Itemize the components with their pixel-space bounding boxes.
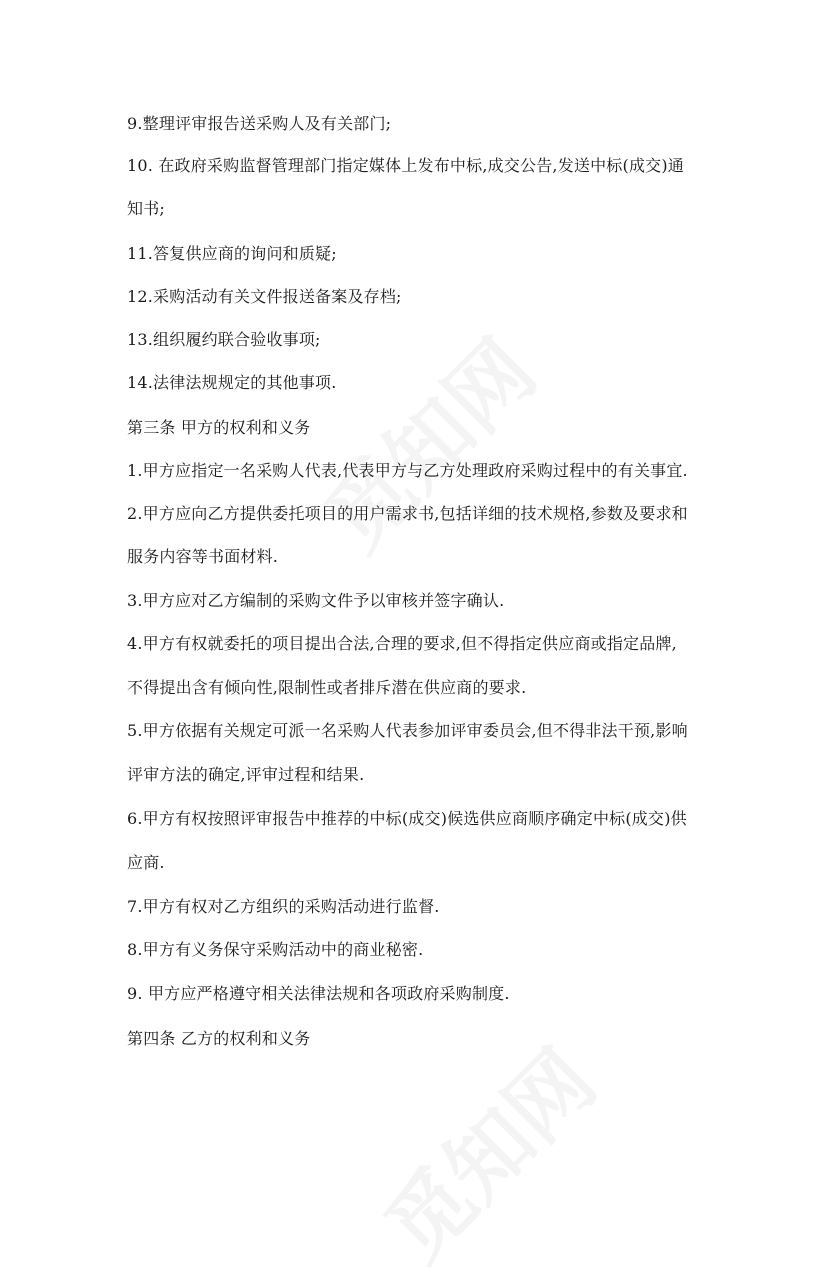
- list-item: 12.采购活动有关文件报送备案及存档;: [127, 287, 402, 306]
- list-item: 7.甲方有权对乙方组织的采购活动进行监督.: [127, 897, 440, 916]
- list-item: 10. 在政府采购监督管理部门指定媒体上发布中标,成交公告,发送中标(成交)通: [127, 156, 684, 175]
- section-heading: 第三条 甲方的权利和义务: [127, 418, 311, 437]
- list-item: 8.甲方有义务保守采购活动中的商业秘密.: [127, 940, 424, 959]
- list-item: 4.甲方有权就委托的项目提出合法,合理的要求,但不得指定供应商或指定品牌,: [127, 634, 677, 653]
- list-item: 9. 甲方应严格遵守相关法律法规和各项政府采购制度.: [127, 984, 510, 1003]
- list-item: 13.组织履约联合验收事项;: [127, 330, 321, 349]
- list-item: 服务内容等书面材料.: [127, 547, 279, 566]
- list-item: 评审方法的确定,评审过程和结果.: [127, 765, 365, 784]
- list-item: 11.答复供应商的询问和质疑;: [127, 244, 337, 263]
- list-item: 知书;: [127, 199, 165, 218]
- list-item: 不得提出含有倾向性,限制性或者排斥潜在供应商的要求.: [127, 678, 527, 697]
- list-item: 2.甲方应向乙方提供委托项目的用户需求书,包括详细的技术规格,参数及要求和: [127, 504, 688, 523]
- watermark: [354, 1019, 618, 1282]
- list-item: 5.甲方依据有关规定可派一名采购人代表参加评审委员会,但不得非法干预,影响: [127, 721, 688, 740]
- list-item: 6.甲方有权按照评审报告中推荐的中标(成交)候选供应商顺序确定中标(成交)供: [127, 809, 687, 828]
- list-item: 应商.: [127, 853, 165, 872]
- section-heading: 第四条 乙方的权利和义务: [127, 1029, 311, 1048]
- list-item: 9.整理评审报告送采购人及有关部门;: [127, 114, 392, 133]
- list-item: 1.甲方应指定一名采购人代表,代表甲方与乙方处理政府采购过程中的有关事宜.: [127, 461, 688, 480]
- list-item: 3.甲方应对乙方编制的采购文件予以审核并签字确认.: [127, 591, 505, 610]
- list-item: 14.法律法规规定的其他事项.: [127, 373, 337, 392]
